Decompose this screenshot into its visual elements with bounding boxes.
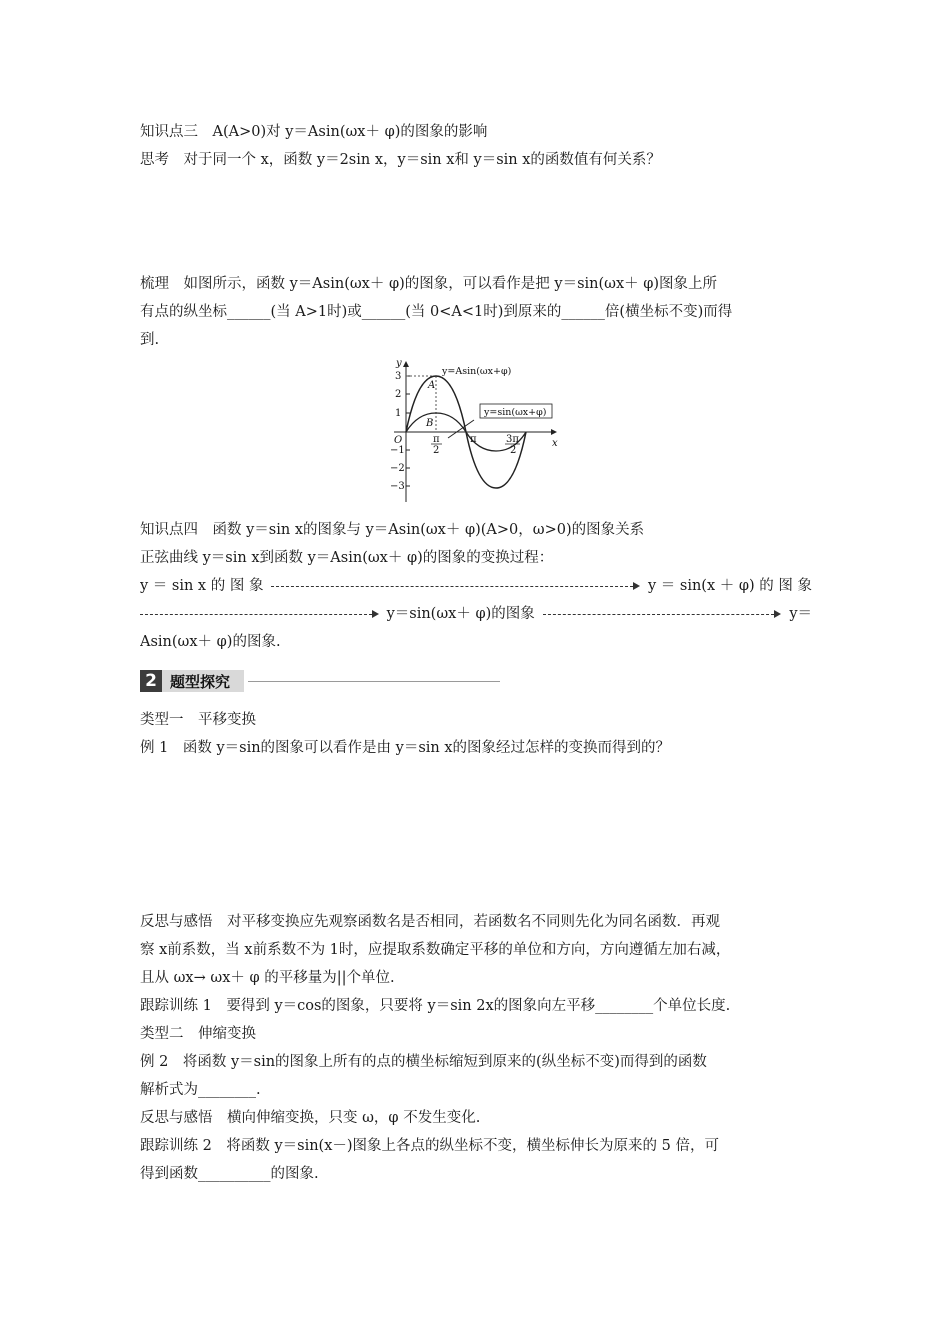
reflection-2: 反思与感悟 横向伸缩变换，只变 ω，φ 不发生变化. — [140, 1110, 481, 1126]
chain-step-2: y＝sin(ωx＋ φ)的图象 — [386, 606, 535, 622]
x-tick-pi-half-num: π — [433, 434, 440, 445]
knowledge-point-4-title: 知识点四 函数 y＝sin x的图象与 y＝Asin(ωx＋ φ)(A>0，ω>0)的图象关系 — [140, 522, 645, 538]
y-tick-3: 3 — [395, 371, 402, 382]
summary-line-1: 梳理 如图所示，函数 y＝Asin(ωx＋ φ)的图象，可以看作是把 y＝sin(ωx＋ φ)图象上所 — [140, 276, 718, 292]
think-question: 思考 对于同一个 x，函数 y＝2sin x，y＝sin x和 y＝sin x的函数值有何关系？ — [140, 152, 661, 168]
chain-arrow-1 — [271, 572, 640, 600]
section-divider — [248, 681, 500, 682]
sine-graph-figure — [140, 358, 812, 510]
x-tick-pi: π — [470, 434, 477, 445]
tracking-exercise-2-line-2: 得到函数__________的图象. — [140, 1166, 319, 1182]
type-1-heading: 类型一 平移变换 — [140, 712, 256, 728]
x-tick-pi-half-den: 2 — [433, 445, 440, 456]
transform-description: 正弦曲线 y＝sin x到函数 y＝Asin(ωx＋ φ)的图象的变换过程： — [140, 550, 554, 566]
transform-chain-line-3: Asin(ωx＋ φ)的图象. — [140, 634, 281, 650]
point-a-label: A — [428, 380, 436, 391]
section-header — [140, 666, 812, 696]
section-title: 题型探究 — [162, 670, 244, 692]
document-body — [140, 118, 812, 1188]
sine-graph — [386, 358, 566, 510]
reflection-1-line-3: 且从 ωx→ ωx＋ φ 的平移量为||个单位. — [140, 970, 395, 986]
transform-chain-line-1 — [140, 572, 812, 600]
x-tick-3pi-half-den: 2 — [510, 445, 517, 456]
example-2-line-2: 解析式为________. — [140, 1082, 261, 1098]
reflection-1-line-1: 反思与感悟 对平移变换应先观察函数名是否相同，若函数名不同则先化为同名函数．再观 — [140, 914, 720, 930]
y-axis-label: y — [396, 358, 402, 369]
example-2-line-1: 例 2 将函数 y＝sin的图象上所有的点的横坐标缩短到原来的(纵坐标不变)而得到的函数 — [140, 1054, 707, 1070]
curve-big-label: y=Asin(ωx+φ) — [442, 366, 512, 377]
y-tick-1: 1 — [395, 408, 402, 419]
y-tick-neg1: −1 — [390, 445, 405, 456]
chain-start: y ＝ sin x 的 图 象 — [140, 578, 264, 594]
chain-step-3-start: y＝ — [789, 606, 812, 622]
tracking-exercise-2-line-1: 跟踪训练 2 将函数 y＝sin(x－)图象上各点的纵坐标不变，横坐标伸长为原来的 5 倍，可 — [140, 1138, 719, 1154]
origin-label: O — [394, 435, 403, 446]
tracking-exercise-1: 跟踪训练 1 要得到 y＝cos的图象，只要将 y＝sin 2x的图象向左平移________个单位长度. — [140, 998, 731, 1014]
point-b-label: B — [426, 418, 434, 429]
x-axis-label: x — [552, 438, 558, 449]
reflection-1-line-2: 察 x前系数，当 x前系数不为 1时，应提取系数确定平移的单位和方向，方向遵循左加右减， — [140, 942, 731, 958]
chain-arrow-3 — [543, 600, 782, 628]
chain-step-1: y ＝ sin(x ＋ φ) 的 图 象 — [647, 578, 812, 594]
summary-line-2: 有点的纵坐标______(当 A>1时)或______(当 0<A<1时)到原来的______倍(横坐标不变)而得 — [140, 304, 733, 320]
x-tick-3pi-half-num: 3π — [506, 434, 519, 445]
section-number: 2 — [140, 670, 162, 692]
curve-small-label: y=sin(ωx+φ) — [484, 407, 547, 418]
chain-arrow-2 — [140, 600, 379, 628]
example-1: 例 1 函数 y＝sin的图象可以看作是由 y＝sin x的图象经过怎样的变换而得到的？ — [140, 740, 671, 756]
y-tick-neg2: −2 — [390, 463, 405, 474]
y-tick-neg3: −3 — [390, 481, 405, 492]
y-tick-2: 2 — [395, 389, 402, 400]
transform-chain-line-2 — [140, 600, 812, 628]
type-2-heading: 类型二 伸缩变换 — [140, 1026, 256, 1042]
summary-line-3: 到. — [140, 332, 160, 348]
knowledge-point-3-title: 知识点三 A(A>0)对 y＝Asin(ωx＋ φ)的图象的影响 — [140, 124, 488, 140]
